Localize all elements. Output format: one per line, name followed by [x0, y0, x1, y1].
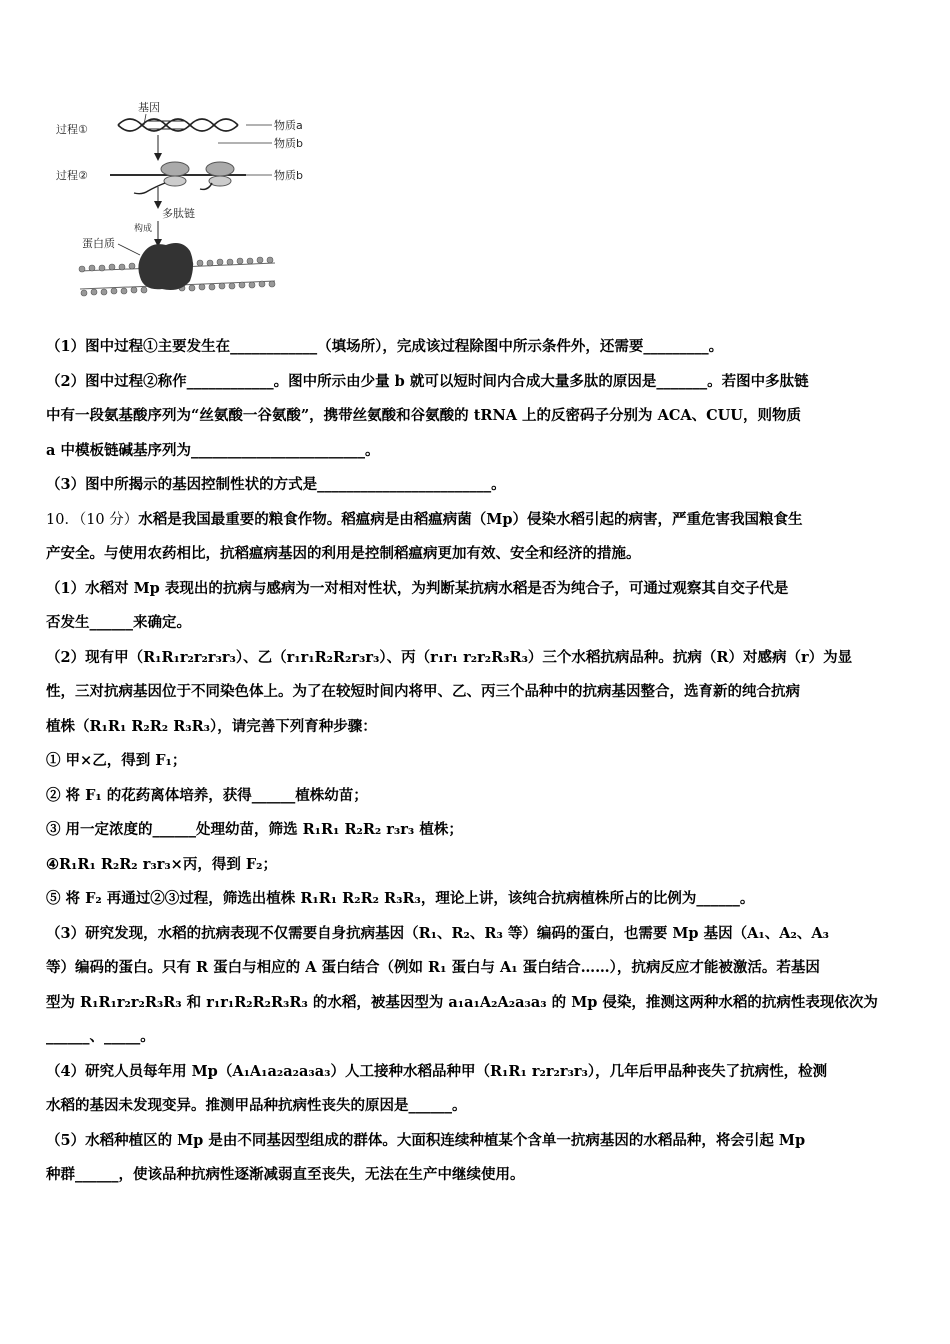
q10-intro-line2: 产安全。与使用农药相比，抗稻瘟病基因的利用是控制稻瘟病更加有效、安全和经济的措施。: [46, 545, 641, 562]
q10-part3-line1: （3）研究发现，水稻的抗病表现不仅需要自身抗病基因（R₁、R₂、R₃ 等）编码的蛋白，也需要 Mp 基因（A₁、A₂、A₃: [46, 924, 829, 942]
constitute-label: 构成: [134, 224, 153, 234]
gene-label: 基因: [138, 101, 160, 114]
substance-b-label-1: 物质b: [274, 137, 303, 150]
q9-part3: （3）图中所揭示的基因控制性状的方式是________________________。: [46, 476, 506, 493]
q10-part5-line2: 种群______，使该品种抗病性逐渐减弱直至丧失，无法在生产中继续使用。: [46, 1166, 525, 1183]
ribosome-icon: [161, 162, 234, 186]
q10-part1-line2: 否发生______来确定。: [46, 614, 191, 631]
q10-step2: ② 将 F₁ 的花药离体培养，获得______植株幼苗；: [46, 786, 368, 804]
q10-intro-text: 水稻是我国最重要的粮食作物。稻瘟病是由稻瘟病菌（Mp）侵染水稻引起的病害，严重危害我国粮食生: [138, 510, 803, 528]
q10-number: 10．（10 分）: [46, 511, 139, 528]
q10-intro-line1: [46, 503, 908, 538]
arrow-down-icon: [154, 153, 162, 161]
substance-a-label: 物质a: [274, 119, 303, 132]
substance-b-label-2: 物质b: [274, 169, 303, 182]
q9-part2-line3: a 中模板链碱基序列为________________________。: [46, 441, 380, 459]
question-content: [46, 330, 908, 1193]
dna-double-helix: [118, 119, 238, 131]
q10-part3-line2: 等）编码的蛋白。只有 R 蛋白与相应的 A 蛋白结合（例如 R₁ 蛋白与 A₁ 蛋白结合……），抗病反应才能被激活。若基因: [46, 959, 820, 976]
q10-part5-line1: （5）水稻种植区的 Mp 是由不同基因型组成的群体。大面积连续种植某个含单一抗病基因的水稻品种，将会引起 Mp: [46, 1131, 806, 1149]
q9-part1: （1）图中过程①主要发生在____________（填场所），完成该过程除图中所示条件外，还需要_________。: [46, 338, 724, 355]
process-1-label: 过程①: [56, 123, 88, 136]
protein-label: 蛋白质: [82, 237, 115, 250]
q10-part2-line2: 性，三对抗病基因位于不同染色体上。为了在较短时间内将甲、乙、丙三个品种中的抗病基因整合，选育新的纯合抗病: [46, 683, 800, 700]
q10-part4-line1: （4）研究人员每年用 Mp（A₁A₁a₂a₂a₃a₃）人工接种水稻品种甲（R₁R₁ r₂r₂r₃r₃），几年后甲品种丧失了抗病性，检测: [46, 1062, 828, 1080]
q10-part2-line1: （2）现有甲（R₁R₁r₂r₂r₃r₃）、乙（r₁r₁R₂R₂r₃r₃）、丙（r₁r₁ r₂r₂R₃R₃）三个水稻抗病品种。抗病（R）对感病（r）为显: [46, 648, 853, 666]
polypeptide-label: 多肽链: [162, 207, 195, 220]
q10-part4-line2: 水稻的基因未发现变异。推测甲品种抗病性丧失的原因是______。: [46, 1097, 467, 1114]
q10-step5: ⑤ 将 F₂ 再通过②③过程，筛选出植株 R₁R₁ R₂R₂ R₃R₃，理论上讲，该纯合抗病植株所占的比例为______。: [46, 890, 755, 907]
q10-step1: ① 甲×乙，得到 F₁；: [46, 752, 187, 769]
membrane-protein: [138, 243, 193, 290]
q10-step4: ④R₁R₁ R₂R₂ r₃r₃×丙，得到 F₂；: [46, 855, 278, 873]
gene-expression-diagram: [50, 95, 350, 335]
arrow-down-icon-2: [154, 201, 162, 209]
q10-part3-line3: 型为 R₁R₁r₂r₂R₃R₃ 和 r₁r₁R₂R₂R₃R₃ 的水稻，被基因型为 a₁a₁A₂A₂a₃a₃ 的 Mp 侵染，推测这两种水稻的抗病性表现依次为: [46, 993, 878, 1011]
q10-part3-line4: ______、_____。: [46, 1028, 155, 1045]
q9-part2-line1: （2）图中过程②称作____________。图中所示由少量 b 就可以短时间内合成大量多肽的原因是_______。若图中多肽链: [46, 372, 809, 390]
q10-part1-line1: （1）水稻对 Mp 表现出的抗病与感病为一对相对性状，为判断某抗病水稻是否为纯合子，可通过观察其自交子代是: [46, 579, 789, 597]
q10-part2-line3: 植株（R₁R₁ R₂R₂ R₃R₃），请完善下列育种步骤：: [46, 717, 377, 735]
q9-part2-line2: 中有一段氨基酸序列为“丝氨酸一谷氨酸”，携带丝氨酸和谷氨酸的 tRNA 上的反密码子分别为 ACA、CUU，则物质: [46, 407, 801, 424]
q10-step3: ③ 用一定浓度的______处理幼苗，筛选 R₁R₁ R₂R₂ r₃r₃ 植株；: [46, 821, 463, 838]
process-2-label: 过程②: [56, 169, 88, 182]
